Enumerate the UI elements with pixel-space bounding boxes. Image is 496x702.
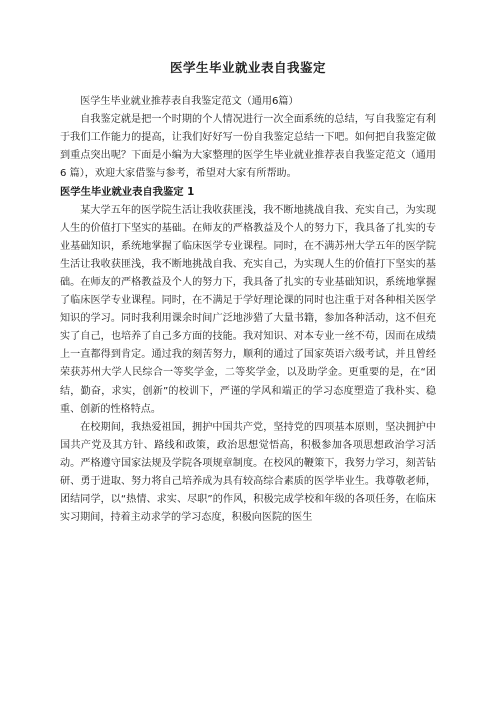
section-heading: 医学生毕业就业表自我鉴定 1 bbox=[60, 186, 195, 199]
body-paragraph-1: 某大学五年的医学院生活让我收获匪浅，我不断地挑战自我、充实自己，为实现人生的价值打下坚实的基础。在师友的严格教益及个人的努力下，我具备了扎实的专业基础知识，系统地掌握了临床医学专业课程。同时，在不满苏州大学五年的医学院生活让我收获匪浅，我不断地挑战自我、充实自己，为实现人生的价值打下坚实的基础。在师友的严格教益及个人的努力下，我具备了扎实的专业基础知识，系统地掌握了临床医学专业课程。同时，在不满足于学好理论课的同时也注重于对各种相关医学知识的学习。同时我利用课余时间广泛地涉猎了大量书籍，参加各种活动，这不但充实了自己，也培养了自己多方面的技能。我对知识、对本专业一丝不苟，因而在成绩上一直都得到肯定。通过我的刻苦努力，顺利的通过了国家英语六级考试，并且曾经荣获苏州大学人民综合一等奖学金，二等奖学金，以及助学金。更重要的是，在“团结，勤奋，求实，创新”的校训下，严谨的学风和端正的学习态度塑造了我朴实、稳重、创新的性格特点。 bbox=[60, 204, 436, 415]
body-paragraph-2: 在校期间，我热爱祖国，拥护中国共产党，坚持党的四项基本原则，坚决拥护中国共产党及其方针、路线和政策，政治思想觉悟高，积极参加各项思想政治学习活动。严格遵守国家法规及学院各项规章制度。在校风的鞭策下，我努力学习，刻苦钻研、勇于进取、努力将自己培养成为具有较高综合素质的医学毕业生。我尊敬老师，团结同学，以“热情、求实、尽职”的作风，积极完成学校和年级的各项任务，在临床实习期间，持着主动求学的学习态度，积极向医院的医生 bbox=[60, 421, 436, 524]
intro-paragraph: 自我鉴定就是把一个时期的个人情况进行一次全面系统的总结，写自我鉴定有利于我们工作能力的提高，让我们好好写一份自我鉴定总结一下吧。如何把自我鉴定做到重点突出呢？下面是小编为大家整理的医学生毕业就业推荐表自我鉴定范文（通用 6 篇），欢迎大家借鉴与参考，希望对大家有所帮助。 bbox=[60, 114, 436, 180]
subtitle-paragraph: 医学生毕业就业推荐表自我鉴定范文（通用6篇） bbox=[80, 96, 299, 107]
document-body bbox=[60, 93, 436, 527]
document-title: 医学生毕业就业表自我鉴定 bbox=[169, 60, 326, 75]
